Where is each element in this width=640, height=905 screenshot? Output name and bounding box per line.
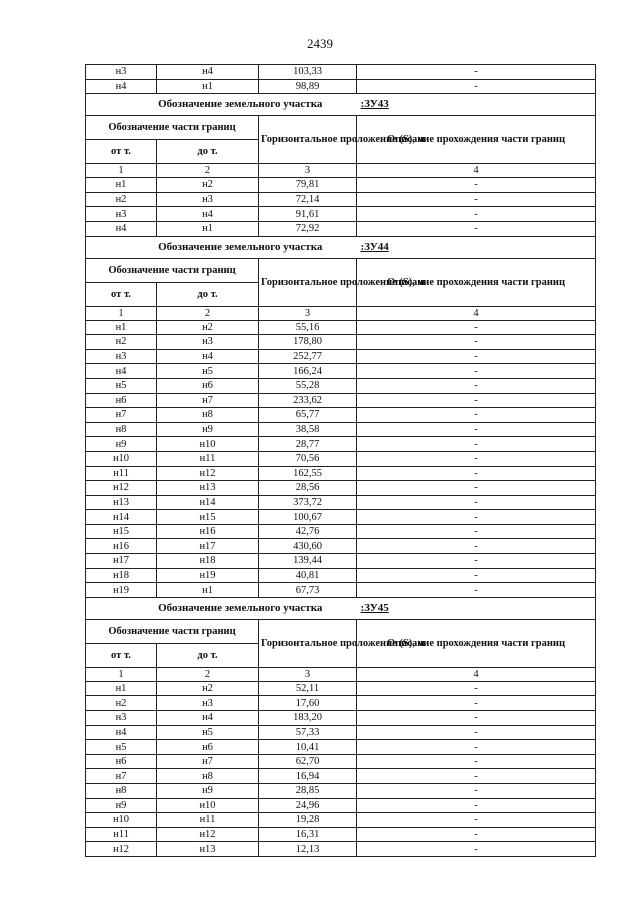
horizontal-length: 183,20: [259, 711, 357, 726]
from-point: н2: [86, 192, 157, 207]
from-point: н5: [86, 378, 157, 393]
table-row: [86, 696, 596, 711]
part-description: -: [357, 568, 596, 583]
from-point: н10: [86, 813, 157, 828]
horizontal-length: 12,13: [259, 842, 357, 857]
horizontal-length: 10,41: [259, 740, 357, 755]
column-header-row: [86, 116, 596, 140]
table-row: [86, 740, 596, 755]
column-number-row: [86, 164, 596, 178]
from-point: н12: [86, 481, 157, 496]
horizontal-length: 17,60: [259, 696, 357, 711]
table-row: [86, 65, 596, 80]
parcel-designation: :ЗУ43: [357, 94, 596, 116]
part-description: -: [357, 681, 596, 696]
column-number: 3: [259, 164, 357, 178]
from-point: н4: [86, 221, 157, 236]
from-point: н3: [86, 349, 157, 364]
column-number: 2: [157, 164, 259, 178]
part-description: -: [357, 422, 596, 437]
to-point: н17: [157, 539, 259, 554]
horizontal-length: 430,60: [259, 539, 357, 554]
column-number: 2: [157, 667, 259, 681]
part-description: -: [357, 711, 596, 726]
description-header: Описание прохождения части границ: [357, 116, 596, 164]
from-point: н19: [86, 583, 157, 598]
from-point: н6: [86, 393, 157, 408]
part-description: -: [357, 740, 596, 755]
horizontal-length: 178,80: [259, 335, 357, 350]
to-point: н13: [157, 481, 259, 496]
table-row: [86, 842, 596, 857]
part-description: -: [357, 798, 596, 813]
table-row: [86, 798, 596, 813]
table-row: [86, 827, 596, 842]
from-point: н3: [86, 207, 157, 222]
page-number: 2439: [307, 36, 333, 51]
part-description: -: [357, 65, 596, 80]
from-header: от т.: [86, 282, 157, 306]
table-row: [86, 711, 596, 726]
table-row: [86, 481, 596, 496]
horizontal-length: 100,67: [259, 510, 357, 525]
column-number: 3: [259, 306, 357, 320]
part-description: -: [357, 696, 596, 711]
from-point: н2: [86, 335, 157, 350]
part-description: -: [357, 79, 596, 94]
from-point: н9: [86, 798, 157, 813]
to-point: н14: [157, 495, 259, 510]
from-point: н5: [86, 740, 157, 755]
parcel-title-row: [86, 236, 596, 258]
from-point: н1: [86, 681, 157, 696]
from-point: н4: [86, 364, 157, 379]
horizontal-length: 19,28: [259, 813, 357, 828]
horizontal-length: 98,89: [259, 79, 357, 94]
to-point: н18: [157, 554, 259, 569]
table-row: [86, 539, 596, 554]
from-point: н9: [86, 437, 157, 452]
part-description: -: [357, 554, 596, 569]
to-point: н4: [157, 207, 259, 222]
to-header: до т.: [157, 643, 259, 667]
part-description: -: [357, 495, 596, 510]
part-description: -: [357, 378, 596, 393]
part-description: -: [357, 221, 596, 236]
to-point: н8: [157, 408, 259, 423]
column-number: 4: [357, 667, 596, 681]
from-point: н4: [86, 725, 157, 740]
table-row: [86, 79, 596, 94]
table-row: [86, 192, 596, 207]
to-point: н13: [157, 842, 259, 857]
to-point: н11: [157, 451, 259, 466]
parcel-designation: :ЗУ44: [357, 236, 596, 258]
part-description: -: [357, 725, 596, 740]
table-row: [86, 495, 596, 510]
table-row: [86, 451, 596, 466]
from-point: н18: [86, 568, 157, 583]
table-row: [86, 754, 596, 769]
column-number-row: [86, 306, 596, 320]
horizontal-length: 166,24: [259, 364, 357, 379]
from-point: н11: [86, 827, 157, 842]
part-description: -: [357, 192, 596, 207]
horizontal-length: 16,31: [259, 827, 357, 842]
column-number: 3: [259, 667, 357, 681]
table-row: [86, 725, 596, 740]
to-point: н15: [157, 510, 259, 525]
from-point: н2: [86, 696, 157, 711]
to-header: до т.: [157, 140, 259, 164]
table-row: [86, 349, 596, 364]
horizontal-length: 67,73: [259, 583, 357, 598]
to-point: н6: [157, 740, 259, 755]
to-point: н11: [157, 813, 259, 828]
part-description: -: [357, 481, 596, 496]
column-number: 4: [357, 306, 596, 320]
to-point: н19: [157, 568, 259, 583]
horizontal-length: 40,81: [259, 568, 357, 583]
part-description: -: [357, 349, 596, 364]
horizontal-header: Горизонтальное проложение (S), м: [259, 619, 357, 667]
from-point: н10: [86, 451, 157, 466]
parcel-label: Обозначение земельного участка: [86, 236, 357, 258]
parcel-designation: :ЗУ45: [357, 597, 596, 619]
to-point: н12: [157, 466, 259, 481]
to-point: н3: [157, 696, 259, 711]
column-number: 2: [157, 306, 259, 320]
to-point: н2: [157, 681, 259, 696]
column-number: 1: [86, 306, 157, 320]
horizontal-length: 28,56: [259, 481, 357, 496]
from-point: н11: [86, 466, 157, 481]
table-row: [86, 378, 596, 393]
to-point: н4: [157, 65, 259, 80]
table-row: [86, 178, 596, 193]
part-description: -: [357, 583, 596, 598]
from-point: н16: [86, 539, 157, 554]
table-row: [86, 510, 596, 525]
table-row: [86, 335, 596, 350]
from-header: от т.: [86, 643, 157, 667]
from-point: н7: [86, 769, 157, 784]
part-description: -: [357, 539, 596, 554]
from-point: н4: [86, 79, 157, 94]
horizontal-length: 70,56: [259, 451, 357, 466]
horizontal-header: Горизонтальное проложение (S), м: [259, 258, 357, 306]
horizontal-length: 28,85: [259, 784, 357, 799]
table-row: [86, 437, 596, 452]
parcel-title-row: [86, 597, 596, 619]
to-point: н4: [157, 711, 259, 726]
column-header-row: [86, 619, 596, 643]
horizontal-length: 65,77: [259, 408, 357, 423]
part-description: -: [357, 393, 596, 408]
table-row: [86, 320, 596, 335]
table-row: [86, 207, 596, 222]
part-description: -: [357, 813, 596, 828]
to-point: н1: [157, 583, 259, 598]
column-header-row: [86, 258, 596, 282]
from-point: н7: [86, 408, 157, 423]
to-point: н7: [157, 393, 259, 408]
part-description: -: [357, 178, 596, 193]
from-point: н17: [86, 554, 157, 569]
table-row: [86, 813, 596, 828]
horizontal-length: 72,92: [259, 221, 357, 236]
from-point: н12: [86, 842, 157, 857]
to-point: н5: [157, 725, 259, 740]
parcel-label: Обозначение земельного участка: [86, 597, 357, 619]
part-description: -: [357, 408, 596, 423]
from-point: н3: [86, 65, 157, 80]
from-point: н15: [86, 524, 157, 539]
from-point: н13: [86, 495, 157, 510]
horizontal-length: 55,28: [259, 378, 357, 393]
horizontal-length: 139,44: [259, 554, 357, 569]
to-point: н2: [157, 178, 259, 193]
to-point: н2: [157, 320, 259, 335]
column-number: 1: [86, 164, 157, 178]
part-description: -: [357, 754, 596, 769]
to-point: н1: [157, 221, 259, 236]
horizontal-length: 57,33: [259, 725, 357, 740]
boundary-table: [85, 64, 596, 857]
horizontal-length: 252,77: [259, 349, 357, 364]
horizontal-length: 162,55: [259, 466, 357, 481]
from-point: н1: [86, 320, 157, 335]
table-row: [86, 524, 596, 539]
to-point: н1: [157, 79, 259, 94]
description-header: Описание прохождения части границ: [357, 619, 596, 667]
to-point: н10: [157, 437, 259, 452]
to-point: н4: [157, 349, 259, 364]
part-description: -: [357, 842, 596, 857]
column-number-row: [86, 667, 596, 681]
from-point: н8: [86, 784, 157, 799]
part-description: -: [357, 827, 596, 842]
part-description: -: [357, 524, 596, 539]
part-description: -: [357, 207, 596, 222]
part-description: -: [357, 320, 596, 335]
table-row: [86, 568, 596, 583]
table-row: [86, 422, 596, 437]
horizontal-length: 52,11: [259, 681, 357, 696]
horizontal-length: 24,96: [259, 798, 357, 813]
to-point: н6: [157, 378, 259, 393]
part-description: -: [357, 451, 596, 466]
horizontal-length: 28,77: [259, 437, 357, 452]
table-row: [86, 221, 596, 236]
table-row: [86, 583, 596, 598]
column-number: 1: [86, 667, 157, 681]
from-header: от т.: [86, 140, 157, 164]
part-bounds-header: Обозначение части границ: [86, 116, 259, 140]
part-description: -: [357, 437, 596, 452]
horizontal-length: 103,33: [259, 65, 357, 80]
horizontal-length: 233,62: [259, 393, 357, 408]
horizontal-length: 38,58: [259, 422, 357, 437]
horizontal-length: 42,76: [259, 524, 357, 539]
part-description: -: [357, 335, 596, 350]
from-point: н6: [86, 754, 157, 769]
description-header: Описание прохождения части границ: [357, 258, 596, 306]
part-description: -: [357, 784, 596, 799]
part-description: -: [357, 466, 596, 481]
horizontal-length: 55,16: [259, 320, 357, 335]
to-point: н9: [157, 422, 259, 437]
parcel-title-row: [86, 94, 596, 116]
to-point: н16: [157, 524, 259, 539]
part-description: -: [357, 510, 596, 525]
part-description: -: [357, 769, 596, 784]
part-bounds-header: Обозначение части границ: [86, 258, 259, 282]
table-row: [86, 769, 596, 784]
part-bounds-header: Обозначение части границ: [86, 619, 259, 643]
table-row: [86, 466, 596, 481]
to-header: до т.: [157, 282, 259, 306]
to-point: н7: [157, 754, 259, 769]
to-point: н10: [157, 798, 259, 813]
to-point: н8: [157, 769, 259, 784]
table-row: [86, 364, 596, 379]
from-point: н8: [86, 422, 157, 437]
from-point: н1: [86, 178, 157, 193]
horizontal-length: 91,61: [259, 207, 357, 222]
to-point: н5: [157, 364, 259, 379]
horizontal-length: 16,94: [259, 769, 357, 784]
to-point: н3: [157, 335, 259, 350]
to-point: н9: [157, 784, 259, 799]
parcel-label: Обозначение земельного участка: [86, 94, 357, 116]
from-point: н14: [86, 510, 157, 525]
table-row: [86, 784, 596, 799]
horizontal-length: 62,70: [259, 754, 357, 769]
horizontal-length: 373,72: [259, 495, 357, 510]
horizontal-header: Горизонтальное проложение (S), м: [259, 116, 357, 164]
table-row: [86, 554, 596, 569]
table-row: [86, 408, 596, 423]
to-point: н12: [157, 827, 259, 842]
part-description: -: [357, 364, 596, 379]
table-row: [86, 681, 596, 696]
horizontal-length: 72,14: [259, 192, 357, 207]
from-point: н3: [86, 711, 157, 726]
horizontal-length: 79,81: [259, 178, 357, 193]
column-number: 4: [357, 164, 596, 178]
to-point: н3: [157, 192, 259, 207]
table-row: [86, 393, 596, 408]
